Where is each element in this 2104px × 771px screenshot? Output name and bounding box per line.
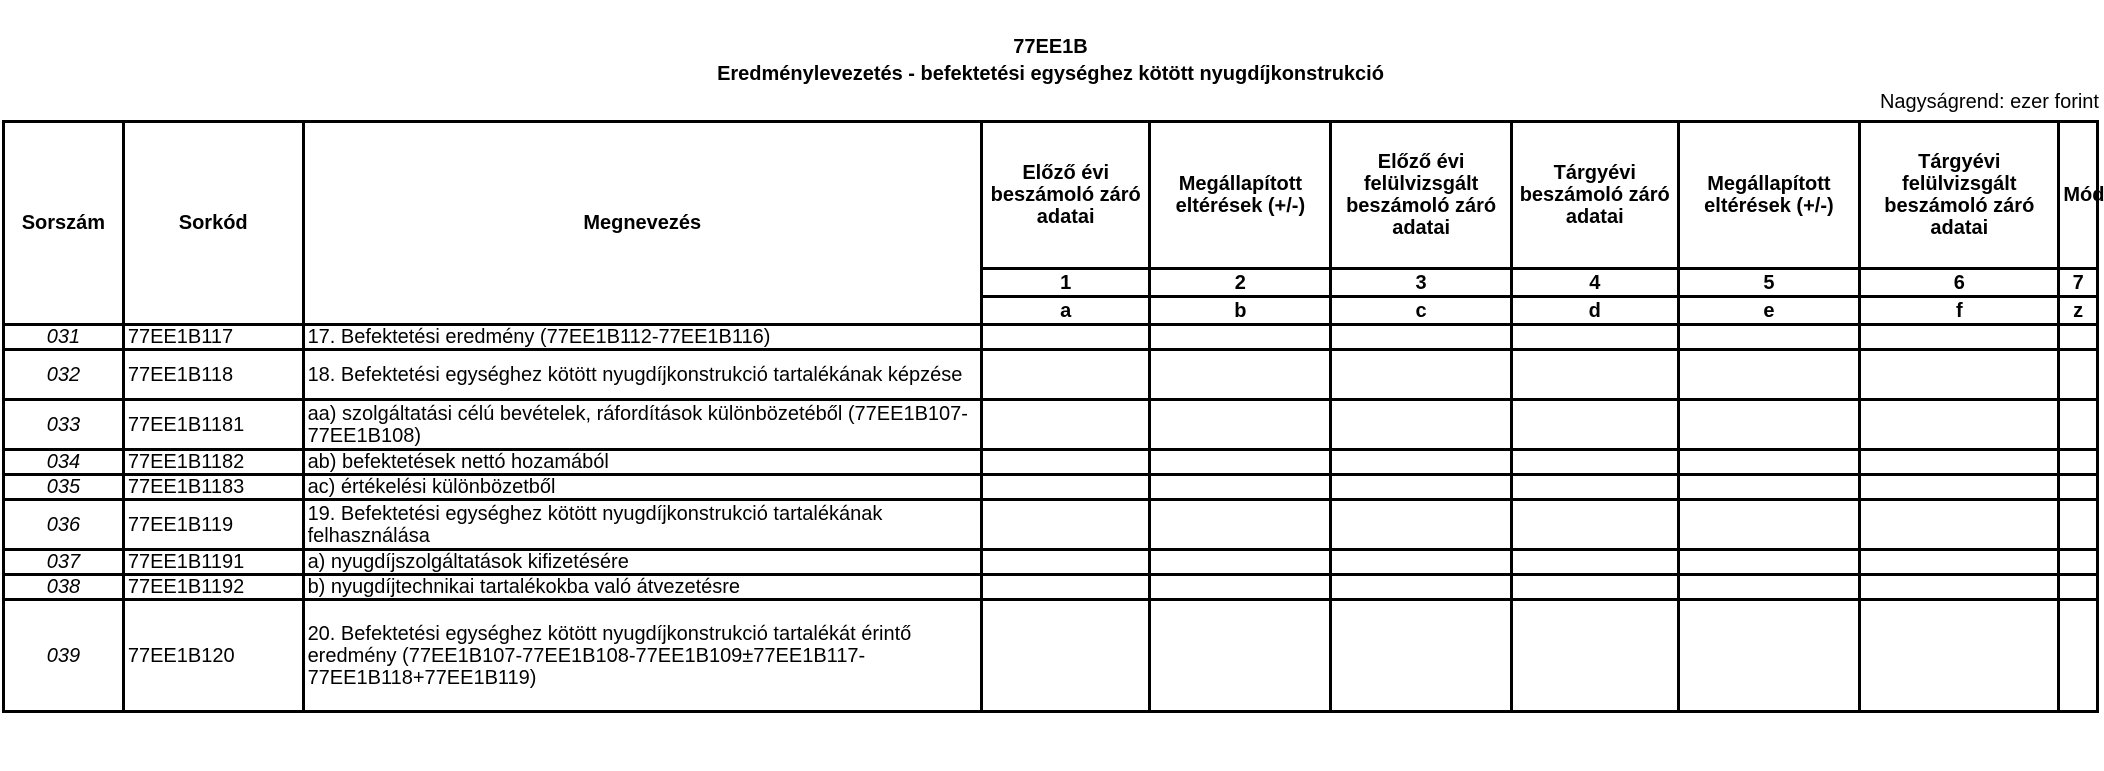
col-letter: z [2059,297,2098,325]
value-cell-col2[interactable] [1150,450,1331,475]
col-letter: d [1511,297,1678,325]
value-cell-col4[interactable] [1511,500,1678,550]
value-cell-col2[interactable] [1150,475,1331,500]
value-cell-col2[interactable] [1150,400,1331,450]
value-cell-col1[interactable] [981,475,1150,500]
row-code: 77EE1B117 [123,325,303,350]
value-cell-col5[interactable] [1678,600,1860,712]
table-row [4,550,2098,575]
row-number: 038 [4,575,124,600]
value-cell-col7[interactable] [2059,325,2098,350]
value-cell-col2[interactable] [1150,550,1331,575]
row-code: 77EE1B119 [123,500,303,550]
row-number: 034 [4,450,124,475]
col-number: 3 [1331,269,1512,297]
page-title: Eredménylevezetés - befektetési egységhez kötött nyugdíjkonstrukció [717,63,1384,85]
value-cell-col1[interactable] [981,350,1150,400]
value-cell-col3[interactable] [1331,325,1512,350]
value-cell-col7[interactable] [2059,400,2098,450]
row-name: 19. Befektetési egységhez kötött nyugdíjkonstrukció tartalékának felhasználása [303,500,981,550]
table-row [4,475,2098,500]
value-cell-col6[interactable] [1860,450,2059,475]
row-number: 031 [4,325,124,350]
value-cell-col5[interactable] [1678,500,1860,550]
value-cell-col5[interactable] [1678,350,1860,400]
col-letter: b [1150,297,1331,325]
value-cell-col5[interactable] [1678,450,1860,475]
value-cell-col6[interactable] [1860,600,2059,712]
row-number: 033 [4,400,124,450]
table-row [4,350,2098,400]
value-cell-col7[interactable] [2059,475,2098,500]
col-number: 1 [981,269,1150,297]
col-letter: e [1678,297,1860,325]
header-col7: Mód [2059,122,2098,269]
value-cell-col2[interactable] [1150,325,1331,350]
row-code: 77EE1B1181 [123,400,303,450]
header-col2: Megállapított eltérések (+/-) [1150,122,1331,269]
value-cell-col7[interactable] [2059,450,2098,475]
value-cell-col3[interactable] [1331,575,1512,600]
value-cell-col7[interactable] [2059,350,2098,400]
value-cell-col4[interactable] [1511,575,1678,600]
header-sorkod: Sorkód [123,122,303,325]
value-cell-col7[interactable] [2059,575,2098,600]
table-row [4,400,2098,450]
value-cell-col1[interactable] [981,600,1150,712]
unit-label: Nagyságrend: ezer forint [1879,91,2099,113]
col-number: 6 [1860,269,2059,297]
header-col4: Tárgyévi beszámoló záró adatai [1511,122,1678,269]
row-name: 17. Befektetési eredmény (77EE1B112-77EE1B116) [303,325,981,350]
header-col5: Megállapított eltérések (+/-) [1678,122,1860,269]
table-row [4,575,2098,600]
value-cell-col6[interactable] [1860,350,2059,400]
table-row [4,325,2098,350]
value-cell-col3[interactable] [1331,475,1512,500]
value-cell-col5[interactable] [1678,400,1860,450]
value-cell-col6[interactable] [1860,500,2059,550]
row-number: 032 [4,350,124,400]
value-cell-col5[interactable] [1678,475,1860,500]
value-cell-col7[interactable] [2059,600,2098,712]
value-cell-col5[interactable] [1678,550,1860,575]
row-code: 77EE1B1182 [123,450,303,475]
value-cell-col5[interactable] [1678,325,1860,350]
value-cell-col1[interactable] [981,550,1150,575]
value-cell-col6[interactable] [1860,475,2059,500]
row-code: 77EE1B1183 [123,475,303,500]
value-cell-col3[interactable] [1331,500,1512,550]
table-row [4,450,2098,475]
row-number: 037 [4,550,124,575]
row-name: b) nyugdíjtechnikai tartalékokba való átvezetésre [303,575,981,600]
col-letter: f [1860,297,2059,325]
col-number: 2 [1150,269,1331,297]
row-name: aa) szolgáltatási célú bevételek, ráfordítások különbözetéből (77EE1B107-77EE1B108) [303,400,981,450]
income-statement-table [2,120,2104,713]
col-number: 7 [2059,269,2098,297]
value-cell-col1[interactable] [981,575,1150,600]
row-number: 039 [4,600,124,712]
row-code: 77EE1B118 [123,350,303,400]
value-cell-col6[interactable] [1860,325,2059,350]
header-megnevezes: Megnevezés [303,122,981,325]
value-cell-col3[interactable] [1331,600,1512,712]
value-cell-col2[interactable] [1150,600,1331,712]
row-name: a) nyugdíjszolgáltatások kifizetésére [303,550,981,575]
value-cell-col6[interactable] [1860,550,2059,575]
value-cell-col3[interactable] [1331,350,1512,400]
value-cell-col4[interactable] [1511,350,1678,400]
value-cell-col4[interactable] [1511,600,1678,712]
value-cell-col3[interactable] [1331,450,1512,475]
row-name: 20. Befektetési egységhez kötött nyugdíjkonstrukció tartalékát érintő eredmény (77EE1B107-77EE1B108-77EE1B109±77EE1B117-77EE1B118+77EE1B119) [303,600,981,712]
row-code: 77EE1B1191 [123,550,303,575]
col-letter: a [981,297,1150,325]
value-cell-col6[interactable] [1860,575,2059,600]
col-letter: c [1331,297,1512,325]
value-cell-col1[interactable] [981,450,1150,475]
value-cell-col1[interactable] [981,400,1150,450]
row-number: 035 [4,475,124,500]
value-cell-col2[interactable] [1150,575,1331,600]
row-number: 036 [4,500,124,550]
value-cell-col4[interactable] [1511,450,1678,475]
value-cell-col3[interactable] [1331,550,1512,575]
value-cell-col5[interactable] [1678,575,1860,600]
form-code: 77EE1B [1013,36,1088,58]
row-name: ab) befektetések nettó hozamából [303,450,981,475]
value-cell-col7[interactable] [2059,550,2098,575]
header-col3: Előző évi felülvizsgált beszámoló záró adatai [1331,122,1512,269]
col-number: 4 [1511,269,1678,297]
value-cell-col6[interactable] [1860,400,2059,450]
value-cell-col3[interactable] [1331,400,1512,450]
value-cell-col4[interactable] [1511,550,1678,575]
value-cell-col4[interactable] [1511,475,1678,500]
value-cell-col7[interactable] [2059,500,2098,550]
header-col1: Előző évi beszámoló záró adatai [981,122,1150,269]
header-col6: Tárgyévi felülvizsgált beszámoló záró adatai [1860,122,2059,269]
value-cell-col4[interactable] [1511,325,1678,350]
table-row [4,500,2098,550]
value-cell-col4[interactable] [1511,400,1678,450]
table-row [4,600,2098,712]
header-sorszam: Sorszám [4,122,124,325]
row-code: 77EE1B120 [123,600,303,712]
value-cell-col1[interactable] [981,325,1150,350]
row-name: ac) értékelési különbözetből [303,475,981,500]
value-cell-col1[interactable] [981,500,1150,550]
row-code: 77EE1B1192 [123,575,303,600]
value-cell-col2[interactable] [1150,350,1331,400]
value-cell-col2[interactable] [1150,500,1331,550]
row-name: 18. Befektetési egységhez kötött nyugdíjkonstrukció tartalékának képzése [303,350,981,400]
col-number: 5 [1678,269,1860,297]
